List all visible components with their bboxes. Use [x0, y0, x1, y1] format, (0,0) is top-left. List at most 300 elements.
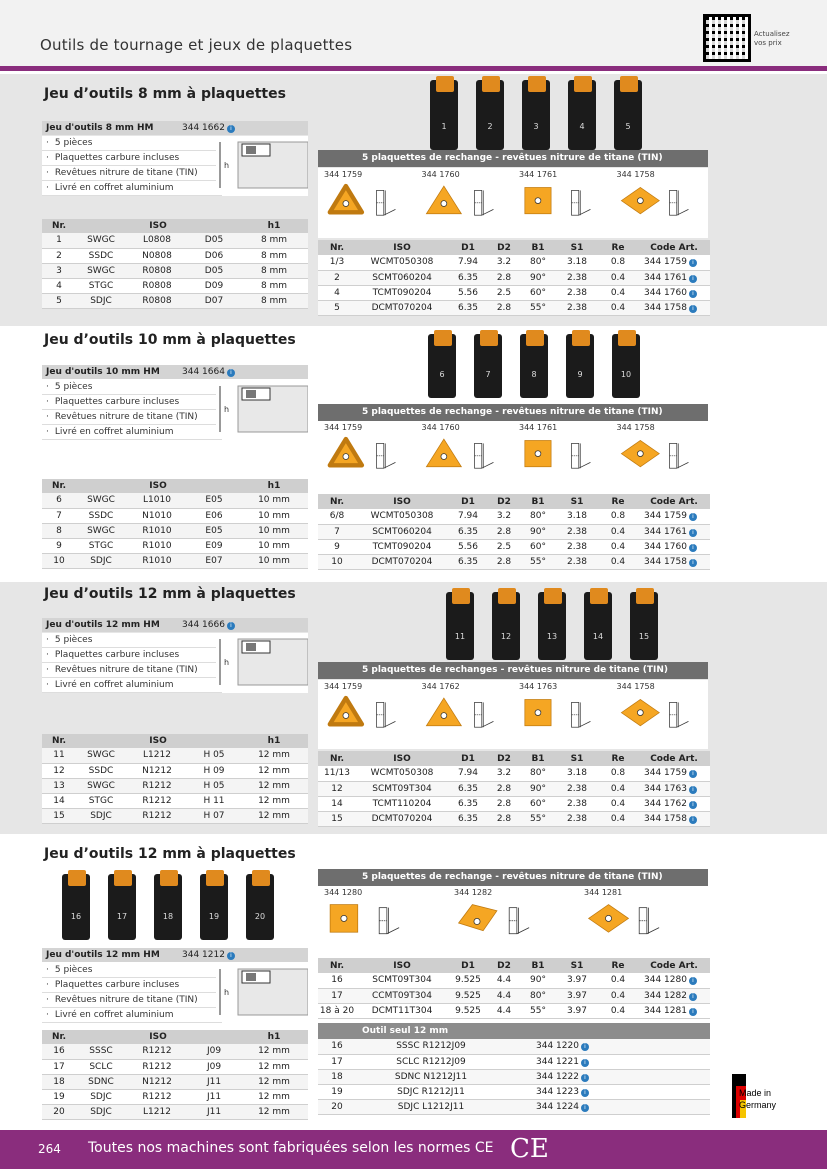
table-cell: D05	[188, 263, 240, 278]
col-iso: ISO	[76, 219, 240, 233]
table-cell: 9	[318, 539, 356, 554]
table-cell: 2.38	[556, 285, 598, 300]
table-cell: 12 mm	[240, 1044, 308, 1059]
info-icon[interactable]: i	[581, 1074, 589, 1082]
col-nr: Nr.	[42, 1030, 76, 1044]
info-icon[interactable]: i	[689, 977, 697, 985]
info-icon[interactable]: i	[581, 1089, 589, 1097]
table-cell: 0.8	[598, 509, 638, 524]
insert-drawing	[420, 423, 510, 489]
insert-drawings	[318, 421, 708, 492]
insert-shape-icon	[324, 692, 412, 746]
insert-tip-icon	[636, 588, 654, 604]
tool-number: 10	[620, 370, 632, 379]
table-cell: H 05	[188, 748, 240, 763]
article-code: 344 1280	[644, 975, 687, 986]
col-d1: D1	[448, 958, 488, 973]
table-cell: 0.4	[598, 1003, 638, 1018]
table-row	[318, 1084, 710, 1099]
table-cell: SCLC R1212J09	[356, 1054, 506, 1069]
article-code-cell[interactable]	[638, 988, 710, 1003]
feature-item: · 5 pièces	[42, 380, 222, 395]
col-iso: ISO	[76, 734, 240, 748]
article-code: 344 1281	[644, 1005, 687, 1016]
col-h1: h1	[240, 219, 308, 233]
article-code-cell[interactable]	[506, 1084, 620, 1099]
info-icon[interactable]: i	[227, 369, 235, 377]
table-cell: 5.56	[448, 539, 488, 554]
table-row	[318, 811, 710, 826]
article-code-cell[interactable]	[638, 1003, 710, 1018]
insert-drawing	[420, 170, 510, 236]
info-icon[interactable]: i	[689, 816, 697, 824]
info-icon[interactable]: i	[689, 275, 697, 283]
insert-code-label: 344 1759	[324, 423, 363, 432]
article-code: 344 1220	[536, 1041, 579, 1052]
info-icon[interactable]: i	[227, 622, 235, 630]
article-code: 344 1282	[644, 990, 687, 1001]
insert-tip-icon	[572, 330, 590, 346]
kit-code[interactable]	[182, 121, 235, 135]
kit-code[interactable]	[182, 618, 235, 632]
table-cell: STGC	[76, 278, 126, 293]
table-cell: 9.525	[448, 1003, 488, 1018]
col-iso: ISO	[76, 479, 240, 493]
tool-number: 1	[441, 122, 447, 131]
table-cell: H 07	[188, 808, 240, 823]
table-cell: WCMT050308	[356, 509, 448, 524]
insert-tip-icon	[528, 76, 546, 92]
tool-image	[446, 586, 476, 660]
table-cell: 9	[42, 538, 76, 553]
insert-shape-icon	[617, 433, 705, 487]
tool-number: 7	[485, 370, 491, 379]
table-row	[318, 1054, 710, 1069]
table-cell: R0808	[126, 263, 188, 278]
table-cell: 15	[318, 811, 356, 826]
table-row	[318, 988, 710, 1003]
holder-dimension-figure	[216, 136, 308, 194]
table-cell: 12 mm	[240, 808, 308, 823]
insert-shape-icon	[324, 180, 412, 234]
insert-code-label: 344 1761	[519, 170, 558, 179]
table-cell: 7	[318, 524, 356, 539]
table-row	[318, 255, 710, 270]
table-cell: R1212	[126, 1089, 188, 1104]
tool-image	[246, 868, 276, 940]
col-s1: S1	[556, 494, 598, 509]
table-cell: WCMT050308	[356, 255, 448, 270]
table-cell: 2.38	[556, 811, 598, 826]
table-cell: DCMT070204	[356, 554, 448, 569]
table-cell: 80°	[520, 255, 556, 270]
article-code-cell[interactable]	[638, 524, 710, 539]
article-code-cell[interactable]	[638, 270, 710, 285]
table-cell: 2.38	[556, 539, 598, 554]
kit-code-text: 344 1212	[182, 950, 225, 960]
table-cell: 7.94	[448, 509, 488, 524]
table-cell: 6.35	[448, 300, 488, 315]
article-code: 344 1762	[644, 798, 687, 809]
table-row	[318, 285, 710, 300]
tool-image	[492, 586, 522, 660]
table-cell: 60°	[520, 285, 556, 300]
table-cell: 55°	[520, 1003, 556, 1018]
feature-item: · Livré en coffret aluminium	[42, 181, 222, 196]
col-h1: h1	[240, 479, 308, 493]
single-tools-table	[318, 1039, 710, 1115]
info-icon[interactable]: i	[689, 770, 697, 778]
table-cell: D07	[188, 293, 240, 308]
article-code-cell[interactable]	[638, 255, 710, 270]
info-icon[interactable]: i	[689, 290, 697, 298]
h1-label: h	[224, 658, 230, 667]
col-s1: S1	[556, 240, 598, 255]
tool-number: 20	[254, 912, 266, 921]
table-cell-empty	[620, 1039, 710, 1054]
tool-pictures	[430, 74, 670, 156]
table-cell: DCMT11T304	[356, 1003, 448, 1018]
table-cell: SWGC	[76, 748, 126, 763]
table-cell: 3	[42, 263, 76, 278]
table-cell: 10	[42, 553, 76, 568]
table-cell: 2.8	[488, 554, 520, 569]
tool-number: 3	[533, 122, 539, 131]
table-cell: 19	[318, 1084, 356, 1099]
qr-code-icon[interactable]	[703, 14, 751, 62]
tool-number: 6	[439, 370, 445, 379]
insert-tip-icon	[434, 330, 452, 346]
table-cell: R1010	[126, 553, 188, 568]
insert-tip-icon	[498, 588, 516, 604]
tool-image	[200, 868, 230, 940]
insert-shape-icon	[454, 898, 546, 952]
info-icon[interactable]: i	[689, 529, 697, 537]
table-cell: SWGC	[76, 523, 126, 538]
table-cell: SCMT060204	[356, 524, 448, 539]
table-cell: SCMT09T304	[356, 781, 448, 796]
table-cell: 0.4	[598, 285, 638, 300]
table-cell: 0.4	[598, 539, 638, 554]
feature-item: · Livré en coffret aluminium	[42, 1008, 222, 1023]
table-cell: R1212	[126, 778, 188, 793]
table-cell: 4.4	[488, 1003, 520, 1018]
article-code-cell[interactable]	[638, 539, 710, 554]
table-row	[318, 1003, 710, 1018]
article-code-cell[interactable]	[506, 1039, 620, 1054]
table-cell: 0.8	[598, 255, 638, 270]
feature-item: · Livré en coffret aluminium	[42, 678, 222, 693]
holder-dimension-figure	[216, 380, 308, 438]
table-cell: SDJC	[76, 1104, 126, 1119]
table-cell: 15	[42, 808, 76, 823]
table-cell: 0.4	[598, 796, 638, 811]
article-code: 344 1758	[644, 302, 687, 313]
insert-shape-icon	[519, 180, 607, 234]
insert-drawing	[517, 682, 607, 748]
col-d1: D1	[448, 240, 488, 255]
table-cell: 17	[42, 1059, 76, 1074]
article-code-cell[interactable]	[638, 781, 710, 796]
table-row	[42, 1089, 308, 1104]
table-row	[318, 1069, 710, 1084]
table-cell: 80°	[520, 509, 556, 524]
insert-code-label: 344 1762	[421, 682, 460, 691]
spare-inserts-header: 5 plaquettes de rechange - revêtues nitrure de titane (TIN)	[318, 404, 708, 421]
insert-drawing	[582, 888, 704, 954]
h1-label: h	[224, 405, 230, 414]
kit-code[interactable]	[182, 365, 235, 379]
insert-code-label: 344 1758	[616, 682, 655, 691]
table-cell: 12	[318, 781, 356, 796]
info-icon[interactable]: i	[689, 1008, 697, 1016]
tool-image	[428, 328, 458, 398]
col-re: Re	[598, 494, 638, 509]
table-cell: R1010	[126, 538, 188, 553]
tool-number: 15	[638, 632, 650, 641]
article-code-cell[interactable]	[638, 285, 710, 300]
table-cell: 0.4	[598, 554, 638, 569]
col-code: Code Art.	[638, 751, 710, 766]
table-cell: 8 mm	[240, 263, 308, 278]
col-iso: ISO	[356, 494, 448, 509]
table-cell: SWGC	[76, 493, 126, 508]
page-title: Outils de tournage et jeux de plaquettes	[40, 36, 353, 54]
kit-label: Jeu d'outils 8 mm HM	[46, 123, 154, 133]
table-cell: 17	[318, 988, 356, 1003]
table-cell: TCMT090204	[356, 285, 448, 300]
table-cell: SSSC	[76, 1044, 126, 1059]
table-cell: 90°	[520, 781, 556, 796]
table-cell: 2.38	[556, 781, 598, 796]
col-s1: S1	[556, 958, 598, 973]
table-cell: 80°	[520, 766, 556, 781]
insert-shape-icon	[519, 433, 607, 487]
article-code: 344 1760	[644, 541, 687, 552]
table-cell-empty	[620, 1054, 710, 1069]
table-row	[318, 1039, 710, 1054]
holder-dimension-figure	[216, 963, 308, 1021]
spare-inserts-header: 5 plaquettes de rechanges - revêtues nitrure de titane (TIN)	[318, 662, 708, 679]
table-cell: 0.4	[598, 973, 638, 988]
table-cell: 12 mm	[240, 1059, 308, 1074]
article-code-cell[interactable]	[638, 300, 710, 315]
info-icon[interactable]: i	[227, 125, 235, 133]
table-cell: 0.4	[598, 781, 638, 796]
table-cell: SDJC	[76, 1089, 126, 1104]
insert-tip-icon	[574, 76, 592, 92]
table-cell: SDJC	[76, 293, 126, 308]
article-code: 344 1759	[644, 511, 687, 522]
info-icon[interactable]: i	[689, 259, 697, 267]
tool-image	[568, 74, 598, 150]
tool-number: 8	[531, 370, 537, 379]
info-icon[interactable]: i	[689, 993, 697, 1001]
table-cell: L0808	[126, 233, 188, 248]
table-cell: 10 mm	[240, 553, 308, 568]
kit-code-text: 344 1666	[182, 620, 225, 630]
table-cell: 20	[318, 1099, 356, 1114]
article-code-cell[interactable]	[506, 1099, 620, 1114]
feature-item: · Revêtues nitrure de titane (TIN)	[42, 166, 222, 181]
article-code-cell[interactable]	[638, 766, 710, 781]
table-cell: 2.8	[488, 270, 520, 285]
table-cell: 8 mm	[240, 248, 308, 263]
table-row	[318, 524, 710, 539]
insert-tip-icon	[206, 870, 224, 886]
info-icon[interactable]: i	[689, 544, 697, 552]
table-cell: 6/8	[318, 509, 356, 524]
insert-tip-icon	[452, 588, 470, 604]
tool-number: 4	[579, 122, 585, 131]
col-s1: S1	[556, 751, 598, 766]
insert-tip-icon	[526, 330, 544, 346]
table-row	[318, 781, 710, 796]
tool-image	[584, 586, 614, 660]
table-cell: 12 mm	[240, 793, 308, 808]
table-cell: SDJC L1212J11	[356, 1099, 506, 1114]
feature-item: · Livré en coffret aluminium	[42, 425, 222, 440]
inserts-table	[318, 494, 710, 570]
holder-dimension-figure	[216, 633, 308, 691]
table-cell: D05	[188, 233, 240, 248]
article-code-cell[interactable]	[638, 509, 710, 524]
insert-tip-icon	[544, 588, 562, 604]
table-cell: N1212	[126, 763, 188, 778]
table-cell: 6.35	[448, 554, 488, 569]
article-code-cell[interactable]	[638, 973, 710, 988]
feature-item: · Revêtues nitrure de titane (TIN)	[42, 410, 222, 425]
table-cell: E07	[188, 553, 240, 568]
table-cell: 90°	[520, 973, 556, 988]
table-cell: SCMT09T304	[356, 973, 448, 988]
table-row	[318, 1099, 710, 1114]
tool-number: 18	[162, 912, 174, 921]
table-row	[318, 270, 710, 285]
table-cell: 10 mm	[240, 508, 308, 523]
col-nr: Nr.	[42, 734, 76, 748]
table-cell: 2.8	[488, 524, 520, 539]
table-row	[42, 233, 308, 248]
insert-drawing	[452, 888, 574, 954]
table-cell: 2.5	[488, 539, 520, 554]
table-cell: 18 à 20	[318, 1003, 356, 1018]
table-cell: 3.18	[556, 255, 598, 270]
table-cell: 17	[318, 1054, 356, 1069]
table-cell: 12 mm	[240, 1104, 308, 1119]
article-code-cell[interactable]	[506, 1069, 620, 1084]
table-cell: J11	[188, 1104, 240, 1119]
feature-item: · Plaquettes carbure incluses	[42, 648, 222, 663]
table-cell: 5	[42, 293, 76, 308]
table-cell: 18	[318, 1069, 356, 1084]
info-icon[interactable]: i	[689, 559, 697, 567]
table-cell: J11	[188, 1089, 240, 1104]
table-row	[42, 293, 308, 308]
table-cell: 11/13	[318, 766, 356, 781]
insert-tip-icon	[160, 870, 178, 886]
tool-number: 11	[454, 632, 466, 641]
table-row	[318, 554, 710, 569]
tool-number: 9	[577, 370, 583, 379]
table-cell: 2.8	[488, 300, 520, 315]
table-cell: 12 mm	[240, 1089, 308, 1104]
single-tools-block	[318, 1023, 710, 1115]
tool-image	[538, 586, 568, 660]
table-cell: 2.8	[488, 796, 520, 811]
table-row	[42, 1059, 308, 1074]
table-row	[318, 300, 710, 315]
article-code-cell[interactable]	[638, 811, 710, 826]
table-cell: E09	[188, 538, 240, 553]
table-cell: 0.4	[598, 988, 638, 1003]
germany-label: Germany	[739, 1100, 777, 1110]
col-nr: Nr.	[318, 751, 356, 766]
made-in-germany-badge	[726, 1072, 796, 1120]
table-cell: 4	[318, 285, 356, 300]
table-cell: SWGC	[76, 778, 126, 793]
insert-drawing	[517, 170, 607, 236]
table-cell: 55°	[520, 300, 556, 315]
kit-label: Jeu d'outils 12 mm HM	[46, 950, 160, 960]
footer-text: Toutes nos machines sont fabriquées selon les normes CE	[88, 1140, 494, 1156]
table-cell: 6.35	[448, 524, 488, 539]
table-cell: 3.2	[488, 509, 520, 524]
info-icon[interactable]: i	[689, 786, 697, 794]
article-code-cell[interactable]	[638, 554, 710, 569]
spare-inserts-header: 5 plaquettes de rechange - revêtues nitrure de titane (TIN)	[318, 869, 708, 886]
col-iso: ISO	[356, 958, 448, 973]
col-re: Re	[598, 240, 638, 255]
insert-code-label: 344 1759	[324, 170, 363, 179]
article-code-cell[interactable]	[638, 796, 710, 811]
table-row	[42, 1044, 308, 1059]
table-cell: N1212	[126, 1074, 188, 1089]
feature-item: · Revêtues nitrure de titane (TIN)	[42, 663, 222, 678]
table-cell: 12 mm	[240, 748, 308, 763]
article-code: 344 1758	[644, 556, 687, 567]
tool-image	[474, 328, 504, 398]
tool-image	[520, 328, 550, 398]
table-cell: H 11	[188, 793, 240, 808]
insert-shape-icon	[422, 433, 510, 487]
feature-item: · Revêtues nitrure de titane (TIN)	[42, 993, 222, 1008]
kit-code[interactable]	[182, 948, 235, 962]
info-icon[interactable]: i	[581, 1104, 589, 1112]
table-cell: 60°	[520, 796, 556, 811]
table-cell: 16	[42, 1044, 76, 1059]
article-code: 344 1760	[644, 287, 687, 298]
info-icon[interactable]: i	[227, 952, 235, 960]
info-icon[interactable]: i	[581, 1043, 589, 1051]
table-cell: 8	[42, 523, 76, 538]
info-icon[interactable]: i	[689, 305, 697, 313]
info-icon[interactable]: i	[689, 513, 697, 521]
table-cell: D06	[188, 248, 240, 263]
info-icon[interactable]: i	[581, 1059, 589, 1067]
table-row	[42, 508, 308, 523]
table-cell: 10	[318, 554, 356, 569]
insert-drawing	[517, 423, 607, 489]
table-cell: STGC	[76, 793, 126, 808]
article-code-cell[interactable]	[506, 1054, 620, 1069]
insert-code-label: 344 1282	[454, 888, 493, 897]
qr-caption: Actualisez vos prix	[754, 30, 790, 47]
info-icon[interactable]: i	[689, 801, 697, 809]
table-cell: 0.4	[598, 524, 638, 539]
table-cell: 0.8	[598, 766, 638, 781]
insert-tip-icon	[252, 870, 270, 886]
